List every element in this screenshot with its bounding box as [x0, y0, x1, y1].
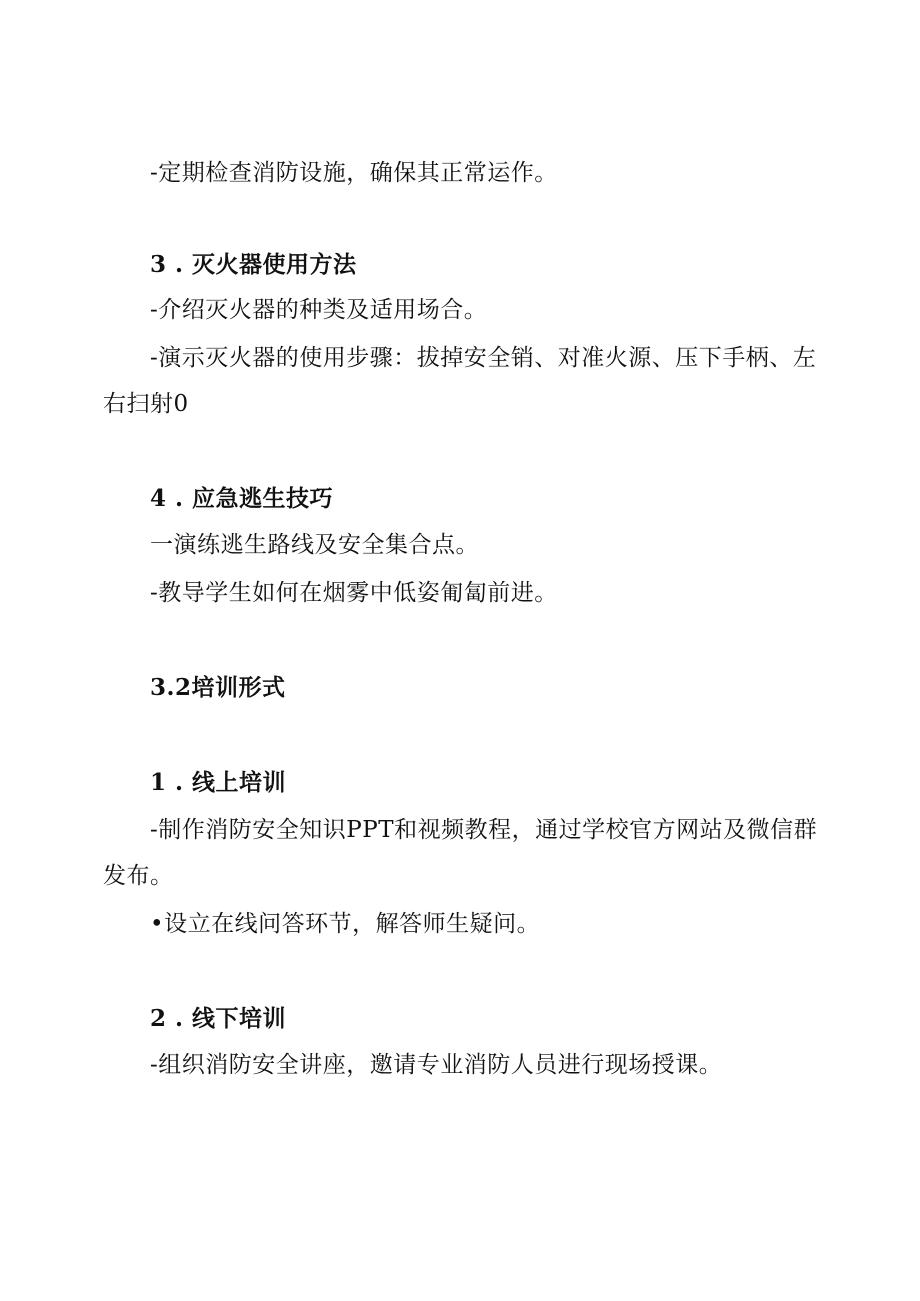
section-heading-emergency-escape: 4 . 应急逃生技巧 [150, 485, 334, 512]
bullet-online-materials: -制作消防安全知识PPT和视频教程，通过学校官方网站及微信群 [150, 817, 818, 843]
bullet-crawl-in-smoke: -教导学生如何在烟雾中低姿匍匐前进。 [150, 580, 558, 606]
bullet-extinguisher-steps: -演示灭火器的使用步骤：拔掉安全销、对准火源、压下手柄、左 [150, 345, 817, 371]
subsection-heading-training-format: 3.2培训形式 [150, 674, 286, 701]
bullet-inspect-facilities: -定期检查消防设施，确保其正常运作。 [150, 160, 558, 186]
bullet-extinguisher-steps-continued: 右扫射0 [103, 391, 189, 417]
bullet-online-qa: •设立在线问答环节，解答师生疑问。 [150, 911, 541, 937]
bullet-online-materials-continued: 发布。 [103, 863, 174, 889]
section-heading-extinguisher-usage: 3 . 灭火器使用方法 [150, 251, 357, 278]
bullet-escape-drill: 一演练逃生路线及安全集合点。 [150, 532, 479, 558]
section-heading-online-training: 1 . 线上培训 [150, 769, 287, 796]
bullet-extinguisher-types: -介绍灭火器的种类及适用场合。 [150, 297, 488, 323]
section-heading-offline-training: 2 . 线下培训 [150, 1005, 287, 1032]
bullet-offline-lecture: -组织消防安全讲座，邀请专业消防人员进行现场授课。 [150, 1052, 723, 1078]
